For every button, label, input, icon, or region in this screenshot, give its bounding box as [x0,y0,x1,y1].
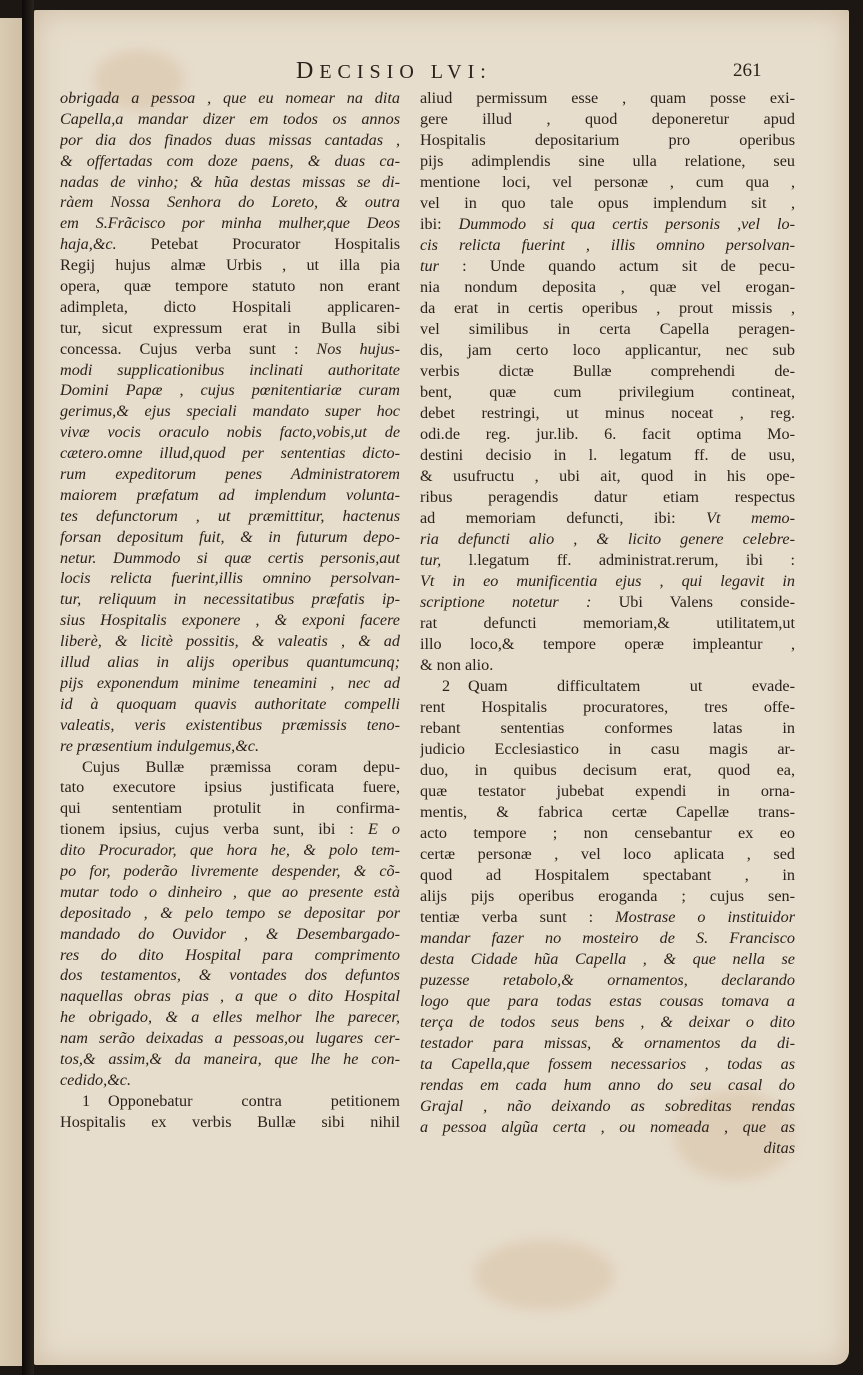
italic-text: ràem Nossa Senhora do Loreto, & outra [60,193,400,212]
text-line [420,529,795,550]
roman-text: vel similibus in certa Capella peragen- [420,320,795,338]
text-line [60,903,400,924]
text-column-left [60,88,400,1133]
italic-text: sius Hospitalis exponere , & exponi facere [60,611,400,630]
text-line [420,676,795,697]
text-line [420,571,795,592]
page-number: 261 [733,60,762,81]
roman-text: Hospitalis depositarium pro operibus [420,131,795,149]
text-line [420,907,795,928]
text-line [60,840,400,861]
roman-text: debet restringi, ut minus noceat , reg. [420,404,795,422]
text-line [420,508,795,529]
italic-text: tur, [420,551,442,569]
roman-text: rent Hospitalis procuratores, tres offe- [420,698,795,716]
roman-text: ibi: [420,215,459,233]
italic-text: forsan depositum fuit, & in futurum depo- [60,527,400,546]
roman-text: da erat in certis operibus , prout missis , [420,299,795,317]
text-line [60,610,400,631]
text-line [420,151,795,172]
italic-text: id à quoquam quavis authoritate compelli [60,694,400,713]
text-line [60,1112,400,1133]
text-line [420,1012,795,1033]
text-line [420,277,795,298]
text-line [60,234,400,255]
italic-text: nadas de vinho; & hũa destas missas se di- [60,172,400,191]
roman-text: opera, quæ tempore statuto non erant [60,277,400,296]
text-line [60,422,400,443]
italic-text: cætero.omne illud,quod per sententias dicto- [60,444,400,463]
text-line [60,360,400,381]
text-line [60,172,400,193]
text-line [420,130,795,151]
italic-text: terça de todos seus bens , & deixar o dito [420,1013,795,1031]
text-line [420,550,795,571]
roman-text: certæ personæ , vel loco aplicata , sed [420,845,795,863]
book-gutter [22,0,34,1375]
roman-text: rebant sententias conformes latas in [420,719,795,737]
text-line [60,213,400,234]
text-line [420,319,795,340]
text-line [420,382,795,403]
text-line [60,192,400,213]
roman-text: acto tempore ; non censebantur ex eo [420,824,795,842]
italic-text: tur [420,257,439,275]
roman-text: mentis, & fabrica certæ Capellæ trans- [420,803,795,821]
roman-text: odi.de reg. jur.lib. 6. facit optima Mo- [420,425,795,443]
italic-text: rum expeditorum penes Administratorem [60,465,400,484]
roman-text: aliud permissum esse , quam posse exi- [420,89,795,107]
text-line [60,945,400,966]
text-line [60,798,400,819]
italic-text: Domini Papæ , cujus pœnitentiariæ curam [60,381,400,400]
text-line [420,361,795,382]
text-line [420,760,795,781]
italic-text: Vt memo- [706,509,795,527]
roman-text: : Unde quando actum sit de pecu- [438,257,795,275]
text-line [60,255,400,276]
roman-text: quod ad Hospitalem spectabant , in [420,866,795,884]
italic-text: naquellas obras pias , a que o dito Hospital [60,987,400,1006]
text-line [420,802,795,823]
catchword-text: ditas [763,1139,795,1157]
roman-text: Opponebatur contra petitionem [108,1091,400,1110]
roman-text: rat defuncti memoriam,& utilitatem,ut [420,614,795,632]
italic-text: & offertadas com doze paens, & duas ca- [60,151,400,170]
roman-text: Petebat Procurator Hospitalis [116,235,400,254]
roman-text: Regij hujus almæ Urbis , ut illa pia [60,256,400,275]
text-line [60,527,400,548]
text-line [420,991,795,1012]
text-line [60,318,400,339]
roman-text: bent, quæ cum privilegium contineat, [420,383,795,401]
text-line [420,424,795,445]
text-line [60,819,400,840]
roman-text: tato executore ipsius justificata fuere, [60,778,400,797]
text-line [420,256,795,277]
text-line [60,694,400,715]
roman-text: illo loco,& tempore operæ impleantur , [420,635,795,653]
text-line [420,298,795,319]
running-head-initial: D [296,58,320,84]
text-line [420,949,795,970]
roman-text: pijs adimplendis sine ulla relatione, seu [420,152,795,170]
italic-text: po for, poderão livremente despender, & cõ- [60,861,400,880]
italic-text: locis relicta fuerint,illis omnino persolvan- [60,569,400,588]
italic-text: vivæ vocis oraculo nobis facto,vobis,ut de [60,423,400,442]
text-line [60,506,400,527]
text-line [60,652,400,673]
text-line [420,445,795,466]
text-line [60,401,400,422]
roman-text: l.legatum ff. administrat.rerum, ibi : [441,551,795,569]
roman-text: tionem ipsius, cujus verba sunt, ibi : [60,820,368,839]
text-line [420,235,795,256]
italic-text: testador para missas, & ornamentos da di- [420,1034,795,1052]
previous-page-edge [0,18,23,1366]
running-head-text: ECISIO LVI: [319,61,492,83]
text-line [420,634,795,655]
text-line [60,589,400,610]
text-line [420,109,795,130]
roman-text: tur, sicut expressum erat in Bulla sibi [60,318,400,337]
roman-text: dis, jam certo loco applicantur, nec sub [420,341,795,359]
text-line [60,986,400,1007]
text-line [420,1117,795,1138]
italic-text: mandado do Ouvidor , & Desembargado- [60,924,400,943]
roman-text: & usufructu , ubi ait, quod in his ope- [420,467,795,485]
text-line [60,715,400,736]
italic-text: liberè, & licitè possitis, & valeatis , & ad [60,632,400,651]
italic-text: em S.Frãcisco por minha mulher,que Deos [60,214,400,233]
italic-text: illud alias in alijs operibus quantumcunq; [60,653,400,672]
text-line [420,865,795,886]
roman-text: vel in quo tale opus implendum sit , [420,194,795,212]
text-line [420,886,795,907]
text-line [420,466,795,487]
text-line [60,631,400,652]
text-line [60,151,400,172]
italic-text: Vt in eo munificentia ejus , qui legavit in [420,572,795,590]
italic-text: haja,&c. [60,235,117,254]
text-line [60,757,400,778]
text-line [60,339,400,360]
italic-text: E o [367,820,400,839]
roman-text: judicio Ecclesiastico in casu magis ar- [420,740,795,758]
text-line [420,214,795,235]
text-line [420,739,795,760]
roman-text: nia nondum deposita , quæ vel erogan- [420,278,795,296]
roman-text: alijs pijs operibus eroganda ; cujus sen- [420,887,795,905]
italic-text: a pessoa algũa certa , ou nomeada , que as [420,1118,795,1136]
roman-text: verbis dictæ Bullæ comprehendi de- [420,362,795,380]
italic-text: Grajal , não deixando as sobreditas rendas [420,1097,795,1115]
italic-text: nam serão deixadas a pessoas,ou lugares cer- [60,1029,400,1048]
text-line [420,88,795,109]
text-line [60,88,400,109]
running-head [296,58,492,85]
text-line [60,673,400,694]
text-line [60,568,400,589]
text-line [420,592,795,613]
roman-text: duo, in quibus decisum erat, quod ea, [420,761,795,779]
text-column-right [420,88,795,1159]
text-line [60,548,400,569]
italic-text: por dia dos finados duas missas cantadas , [60,130,400,149]
italic-text: ta Capella,que fossem necessarios , todas as [420,1055,795,1073]
italic-text: Capella,a mandar dizer em todos os annos [60,109,400,128]
catchword [420,1138,795,1159]
text-line [60,1049,400,1070]
roman-text: Quam difficultatem ut evade- [468,677,795,695]
text-line [60,380,400,401]
text-line [60,130,400,151]
text-line [420,970,795,991]
italic-text: mandar fazer no mosteiro de S. Francisco [420,929,795,947]
text-line [420,1033,795,1054]
roman-text: ribus peragendis datur etiam respectus [420,488,795,506]
text-line [420,340,795,361]
text-line [60,882,400,903]
text-line [420,697,795,718]
italic-text: res do dito Hospital para comprimento [60,945,400,964]
section-number: 1 [82,1091,91,1110]
text-line [420,487,795,508]
italic-text: cedido,&c. [60,1070,132,1089]
text-line [420,655,795,676]
roman-text: tentiæ verba sunt : [420,908,616,926]
text-line [420,1075,795,1096]
text-line [60,276,400,297]
text-line [60,1028,400,1049]
roman-text: ad memoriam defuncti, ibi: [420,509,707,527]
roman-text: gere illud , quod deponeretur apud [420,110,795,128]
italic-text: gerimus,& ejus speciali mandato super hoc [60,402,400,421]
text-line [420,1054,795,1075]
roman-text: qui sententiam protulit in confirma- [60,799,400,818]
italic-text: dos testamentos, & vontades dos defuntos [60,966,400,985]
italic-text: pijs exponendum minime teneamini , nec ad [60,673,400,692]
italic-text: mutar todo o dinheiro , que ao presente està [60,882,400,901]
text-line [420,844,795,865]
italic-text: re præsentium indulgemus,&c. [60,736,260,755]
text-line [420,172,795,193]
italic-text: cis relicta fuerint , illis omnino persolvan- [420,236,795,254]
roman-text: Cujus Bullæ præmissa coram depu- [82,757,400,776]
text-line [420,613,795,634]
italic-text: he obrigado, & a elles melhor lhe parecer, [60,1008,400,1027]
italic-text: valeatis, veris existentibus præmissis teno- [60,715,400,734]
text-line [60,1070,400,1091]
roman-text: mentione loci, vel personæ , cum qua , [420,173,795,191]
roman-text: destini decisio in l. legatum ff. de usu, [420,446,795,464]
italic-text: scriptione notetur : [420,593,592,611]
section-number: 2 [442,677,451,695]
paper-stain [474,1240,614,1310]
italic-text: dito Procurador, que hora he, & polo tem- [60,841,400,860]
roman-text: quæ testator jubebat expendi in orna- [420,782,795,800]
text-line [60,297,400,318]
text-line [420,718,795,739]
text-line [420,1096,795,1117]
text-line [60,485,400,506]
text-line [60,464,400,485]
italic-text: maiorem præfatum ad implendum volunta- [60,485,400,504]
roman-text: Hospitalis ex verbis Bullæ sibi nihil [60,1112,400,1131]
text-line [60,1091,400,1112]
text-line [60,1007,400,1028]
text-line [60,109,400,130]
italic-text: obrigada a pessoa , que eu nomear na dita [60,89,400,107]
italic-text: logo que para todas estas cousas tomava a [420,992,795,1010]
italic-text: depositado , & pelo tempo se depositar por [60,903,400,922]
italic-text: desta Cidade hũa Capella , & que nella se [420,950,795,968]
text-line [60,777,400,798]
italic-text: rendas em cada hum anno do seu casal do [420,1076,795,1094]
text-line [60,965,400,986]
text-line [60,443,400,464]
italic-text: ria defuncti alio , & licito genere celebre- [420,530,795,548]
italic-text: tos,& assim,& da maneira, que lhe he con- [60,1049,400,1068]
text-line [420,781,795,802]
roman-text: Ubi Valens conside- [591,593,795,611]
text-line [420,403,795,424]
italic-text: tes defunctorum , ut præmittitur, hactenus [60,506,400,525]
roman-text: & non alio. [420,656,494,674]
italic-text: Mostrase o instituidor [615,908,795,926]
text-line [420,193,795,214]
text-line [60,861,400,882]
text-line [420,823,795,844]
roman-text: concessa. Cujus verba sunt : [60,339,317,358]
italic-text: puzesse retabolo,& ornamentos, declarando [420,971,795,989]
italic-text: modi supplicationibus inclinati authoritate [60,360,400,379]
text-line [420,928,795,949]
text-line [60,736,400,757]
italic-text: Nos hujus- [316,339,400,358]
italic-text: Dummodo si qua certis personis ,vel lo- [458,215,795,233]
italic-text: netur. Dummodo si quæ certis personis,aut [60,548,400,567]
italic-text: tur, reliquum in necessitatibus præfatis ip- [60,590,400,609]
text-line [60,924,400,945]
roman-text: adimpleta, dicto Hospitali applicaren- [60,297,400,316]
